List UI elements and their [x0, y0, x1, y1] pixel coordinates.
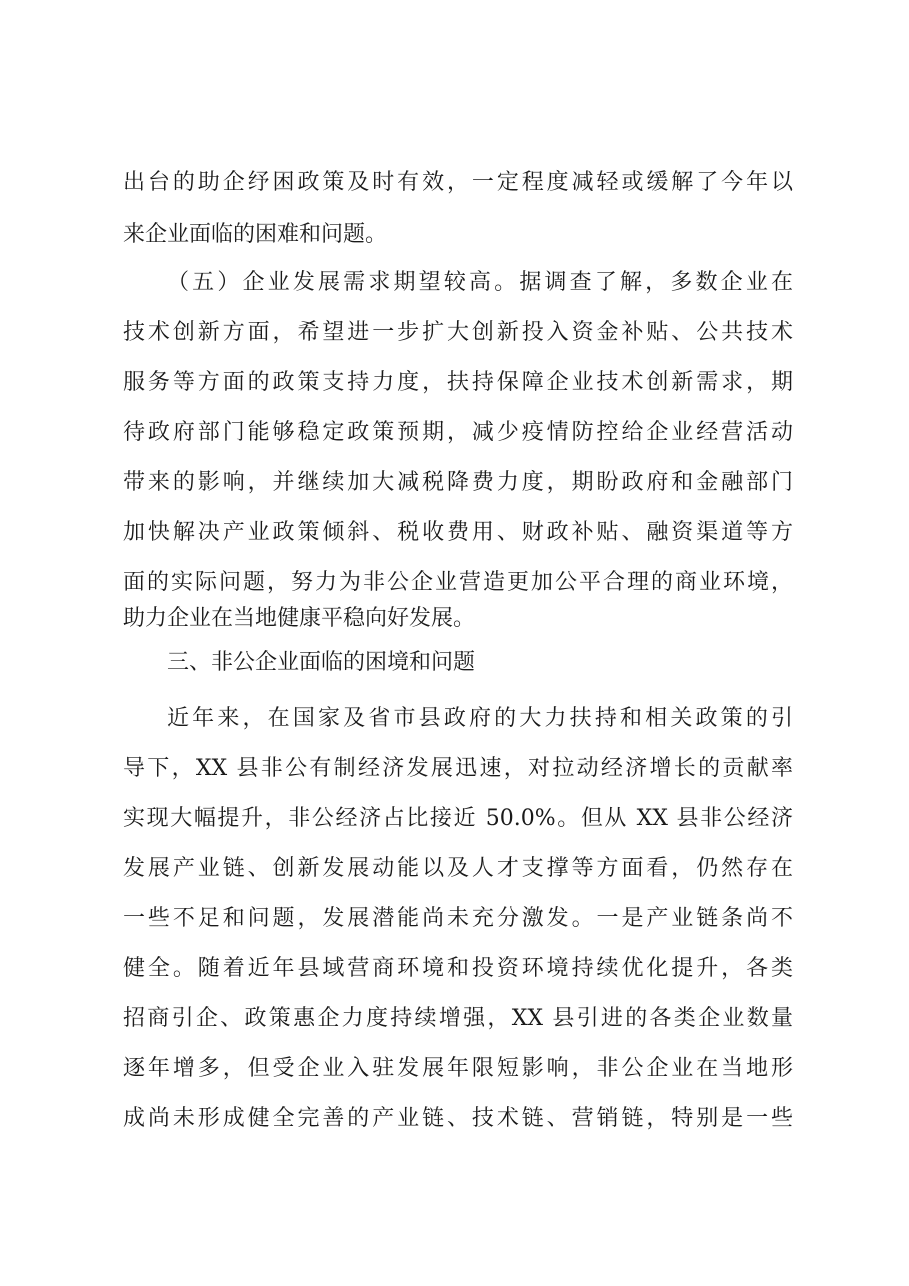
paragraph-line: 近年来，在国家及省市县政府的大力扶持和相关政策的引	[167, 706, 793, 731]
paragraph-line: 发展产业链、创新发展动能以及人才支撑等方面看，仍然存在	[123, 856, 793, 881]
paragraph-line: 加快解决产业政策倾斜、税收费用、财政补贴、融资渠道等方	[123, 520, 793, 545]
paragraph-line: 带来的影响，并继续加大减税降费力度，期盼政府和金融部门	[123, 470, 793, 495]
paragraph-line: 成尚未形成健全完善的产业链、技术链、营销链，特别是一些	[123, 1106, 793, 1131]
paragraph-line: 待政府部门能够稳定政策预期，减少疫情防控给企业经营活动	[123, 420, 793, 445]
paragraph-line: 服务等方面的政策支持力度，扶持保障企业技术创新需求，期	[123, 370, 793, 395]
paragraph-line: 实现大幅提升，非公经济占比接近 50.0%。但从 XX 县非公经济	[123, 806, 793, 831]
paragraph-line: 助力企业在当地健康平稳向好发展。	[123, 606, 476, 631]
paragraph-line: 技术创新方面，希望进一步扩大创新投入资金补贴、公共技术	[123, 320, 793, 345]
paragraph-line: 来企业面临的困难和问题。	[123, 222, 388, 247]
paragraph-line: 导下，XX 县非公有制经济发展迅速，对拉动经济增长的贡献率	[123, 756, 793, 781]
paragraph-line: 招商引企、政策惠企力度持续增强，XX 县引进的各类企业数量	[123, 1006, 793, 1031]
section-heading-five: （五）企业发展需求期望较高。据调查了解，多数企业在	[167, 270, 793, 295]
paragraph-line: 逐年增多，但受企业入驻发展年限短影响，非公企业在当地形	[123, 1056, 793, 1081]
paragraph-line: 健全。随着近年县域营商环境和投资环境持续优化提升，各类	[123, 956, 793, 981]
paragraph-line: 面的实际问题，努力为非公企业营造更加公平合理的商业环境，	[123, 570, 793, 595]
section-heading-three: 三、非公企业面临的困境和问题	[167, 650, 476, 675]
paragraph-line: 出台的助企纾困政策及时有效，一定程度减轻或缓解了今年以	[123, 170, 793, 195]
paragraph-line: 一些不足和问题，发展潜能尚未充分激发。一是产业链条尚不	[123, 906, 793, 931]
